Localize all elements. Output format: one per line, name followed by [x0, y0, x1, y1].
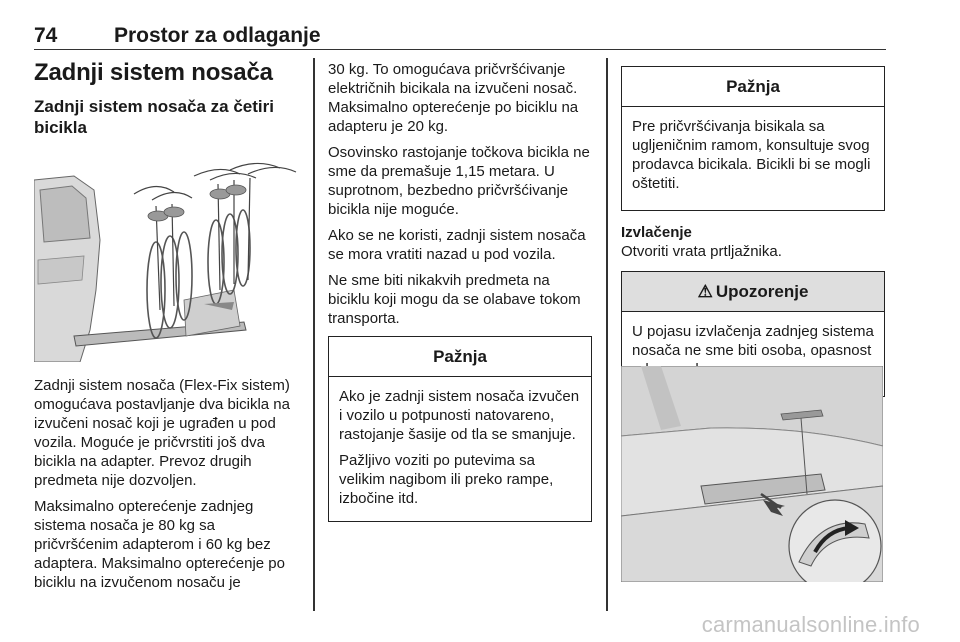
paragraph: Maksimalno opterećenje zadnjeg sistema nosača je 80 kg sa pričvršćenim adapterom i 60 kg bez adaptera. Maksimalno opterećenje po biciklu na izvučenom nosaču je [34, 498, 285, 591]
caution-title: Pažnja [622, 67, 884, 107]
column-2 [328, 60, 594, 522]
section-heading: Izvlačenje [621, 224, 692, 241]
paragraph: Zadnji sistem nosača (Flex-Fix sistem) omogućava postavljanje dva bicikla na izvučeni nosač koji je ugrađen u pod vozila. Moguće je pričvrstiti još dva bicikla na adapter. Prevoz drugih predmeta nije dozvoljen. [34, 377, 290, 489]
caution-box [328, 336, 592, 522]
tailgate-illustration [621, 366, 883, 582]
caution-title: Pažnja [329, 337, 591, 377]
caution-text: Pažljivo voziti po putevima sa velikim nagibom ili preko rampe, izbočine itd. [339, 452, 554, 507]
watermark: carmanualsonline.info [701, 612, 920, 637]
warning-title-bar [622, 272, 884, 312]
tailgate-drawing [621, 366, 883, 582]
paragraph: Ne sme biti nikakvih predmeta na biciklu koji mogu da se olabave tokom transporta. [328, 272, 581, 327]
caution-text: Ako je zadnji sistem nosača izvučen i vozilo u potpunosti natovareno, rastojanje šasije od tla se smanjuje. [339, 388, 580, 443]
bike-carrier-drawing [34, 150, 298, 362]
column-1 [34, 58, 296, 599]
warning-title: Upozorenje [715, 281, 809, 301]
caution-body [329, 377, 591, 521]
paragraph: 30 kg. To omogućava pričvršćivanje električnih bicikala na izvučeni nosač. Maksimalno opterećenje po biciklu na adapteru je 20 kg. [328, 61, 579, 135]
caution-text: Pre pričvršćivanja bisikala sa ugljeničnim ramom, konsultuje svog prodavca bicikala. Bicikli bi se mogli oštetiti. [632, 118, 871, 192]
paragraph: Osovinsko rastojanje točkova bicikla ne sme da premašuje 1,15 metara. U suprotnom, bezbedno pričvršćivanje bicikla nije moguće. [328, 144, 590, 218]
section-title: Prostor za odlaganje [114, 24, 321, 47]
bike-carrier-illustration [34, 150, 298, 362]
paragraph: Ako se ne koristi, zadnji sistem nosača se mora vratiti nazad u pod vozila. [328, 227, 586, 263]
sub-heading: Zadnji sistem nosača za četiri bicikla [34, 97, 274, 137]
page-header [34, 8, 886, 50]
main-heading: Zadnji sistem nosača [34, 59, 273, 86]
caution-body [622, 107, 884, 210]
page-number: 74 [34, 24, 58, 47]
paragraph: Otvoriti vrata prtljažnika. [621, 243, 782, 260]
warning-triangle-icon: ⚠ [697, 281, 713, 301]
warning-text: U pojasu izvlačenja zadnjeg sistema nosača ne sme biti osoba, opasnost [632, 323, 874, 359]
column-3 [621, 66, 885, 397]
column-divider-left [313, 58, 315, 611]
column-divider-right [606, 58, 608, 611]
caution-box [621, 66, 885, 211]
